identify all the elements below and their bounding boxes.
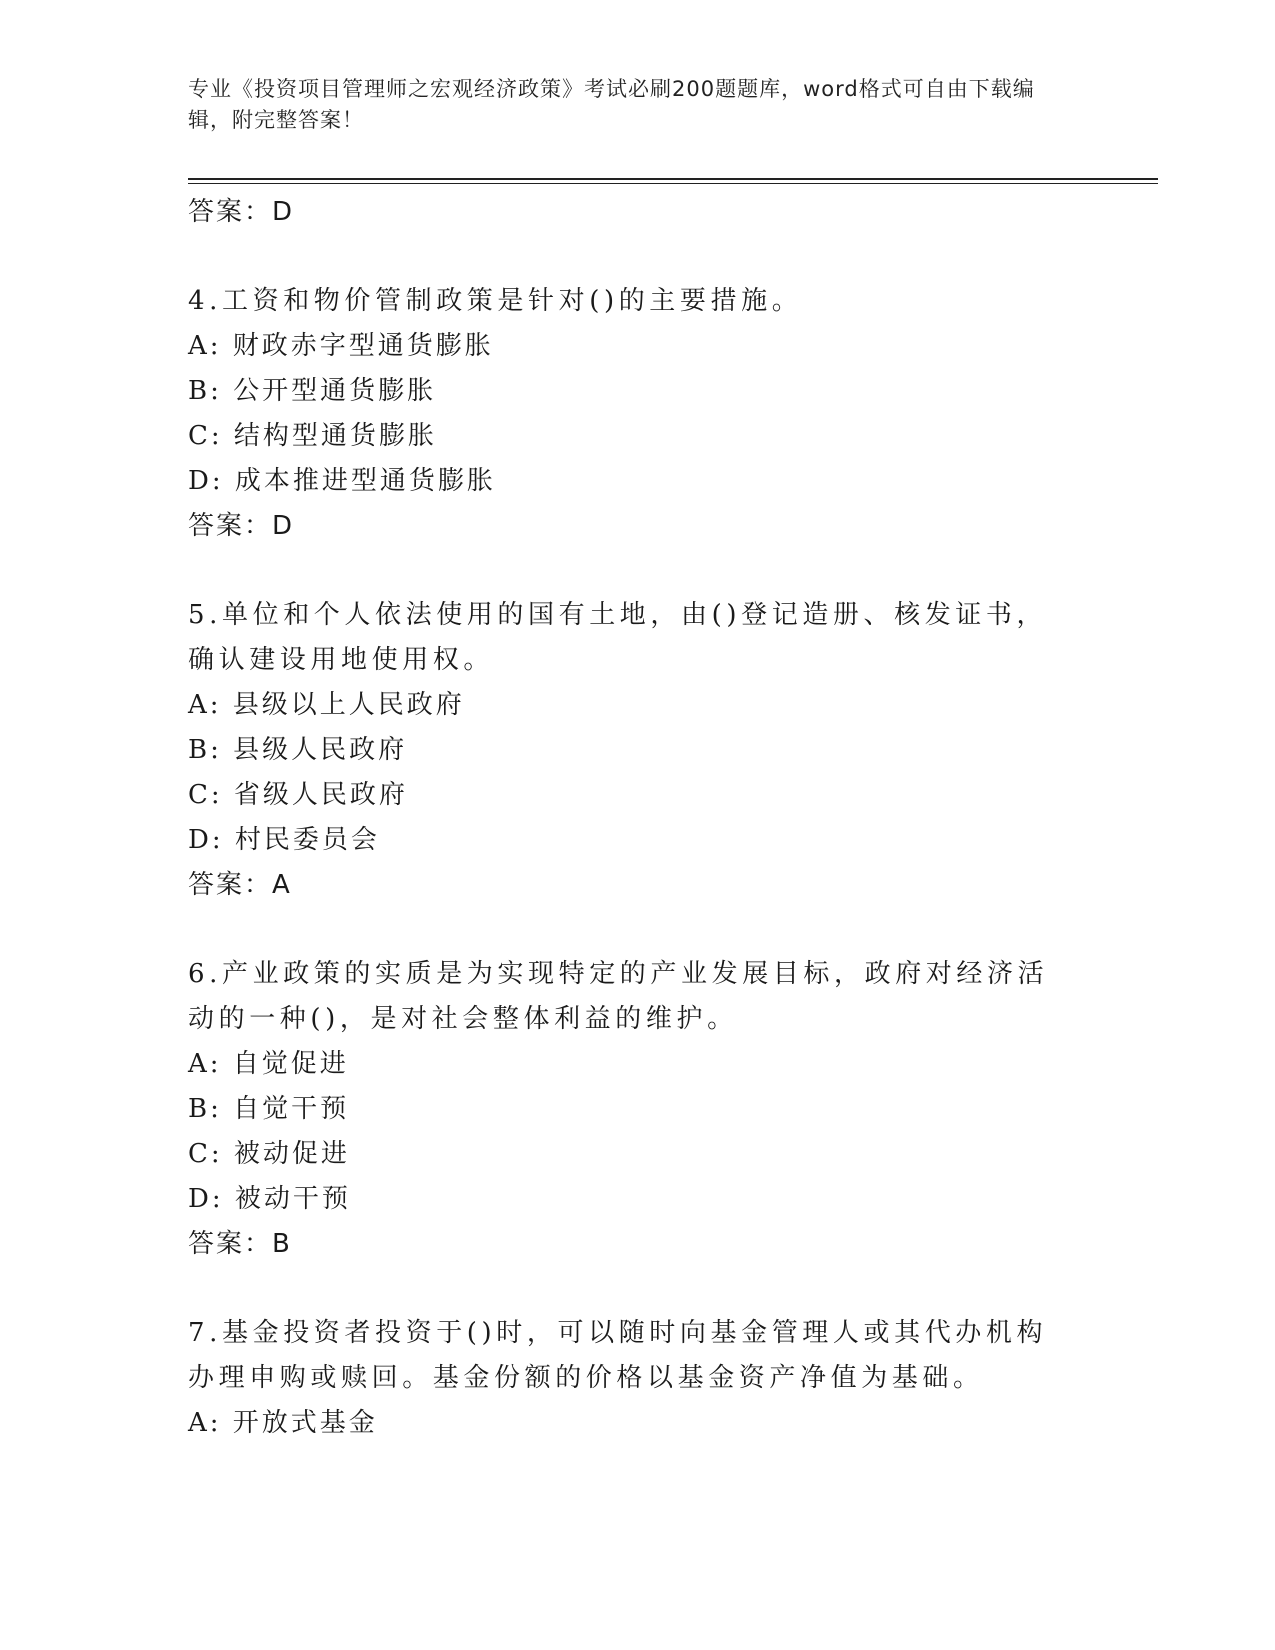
option-c: C: 被动促进: [188, 1139, 350, 1169]
question-block: [188, 279, 1068, 549]
option-d: D: 被动干预: [188, 1184, 351, 1214]
option-b: B: 自觉干预: [188, 1094, 350, 1124]
answer-line: 答案：D: [188, 197, 295, 227]
spacer: [188, 235, 1068, 279]
spacer: [188, 908, 1068, 952]
page-header: 专业《投资项目管理师之宏观经济政策》考试必刷200题题库，word格式可自由下载编辑，附完整答案！: [188, 77, 1035, 132]
document-body: [188, 190, 1068, 1446]
option-b: B: 公开型通货膨胀: [188, 376, 437, 406]
option-d: D: 成本推进型通货膨胀: [188, 466, 496, 496]
question-block: [188, 952, 1068, 1267]
question-block: [188, 1311, 1068, 1446]
spacer: [188, 549, 1068, 593]
question-stem: 7.基金投资者投资于()时，可以随时向基金管理人或其代办机构办理申购或赎回。基金份额的价格以基金资产净值为基础。: [188, 1318, 1048, 1393]
option-a: A: 开放式基金: [188, 1408, 378, 1438]
option-a: A: 自觉促进: [188, 1049, 349, 1079]
question-stem: 4.工资和物价管制政策是针对()的主要措施。: [188, 286, 803, 316]
answer-line: 答案：D: [188, 511, 295, 541]
question-stem: 5.单位和个人依法使用的国有土地，由()登记造册、核发证书，确认建设用地使用权。: [188, 600, 1048, 675]
option-a: A: 财政赤字型通货膨胀: [188, 331, 494, 361]
spacer: [188, 1267, 1068, 1311]
option-d: D: 村民委员会: [188, 825, 380, 855]
option-b: B: 县级人民政府: [188, 735, 408, 765]
header-rule: [188, 178, 1158, 180]
header-rule-thin: [188, 183, 1158, 184]
answer-line: 答案：A: [188, 870, 292, 900]
question-stem: 6.产业政策的实质是为实现特定的产业发展目标，政府对经济活动的一种()，是对社会整体利益的维护。: [188, 959, 1049, 1034]
answer-line: 答案：B: [188, 1229, 292, 1259]
option-a: A: 县级以上人民政府: [188, 690, 465, 720]
option-c: C: 省级人民政府: [188, 780, 408, 810]
question-block: [188, 593, 1068, 908]
option-c: C: 结构型通货膨胀: [188, 421, 437, 451]
